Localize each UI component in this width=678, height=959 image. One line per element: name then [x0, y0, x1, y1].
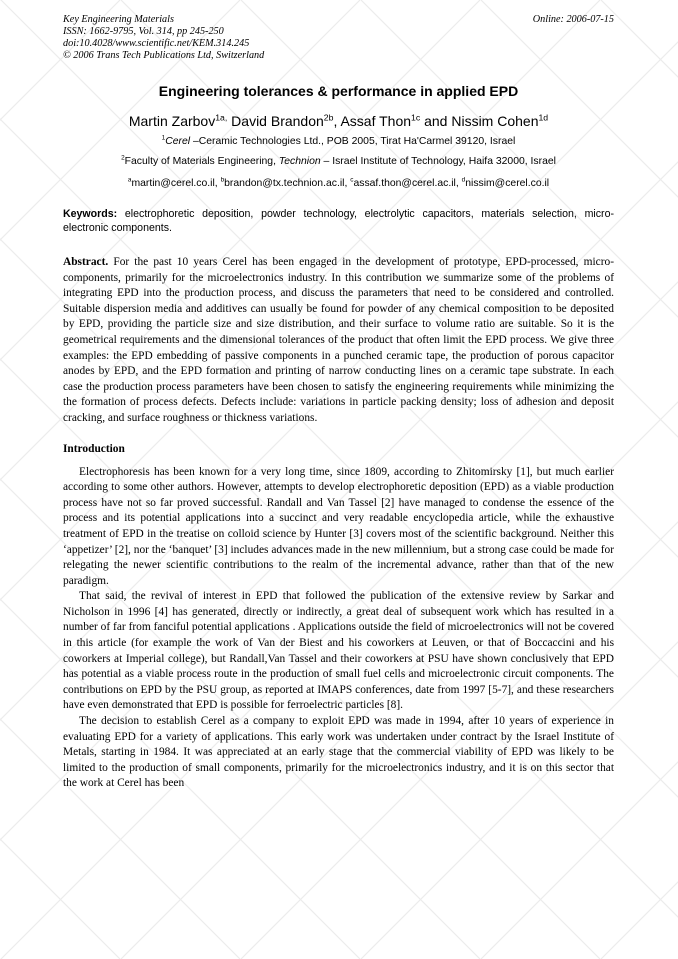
affiliation-mark: 1 [161, 134, 166, 142]
publication-header [63, 14, 614, 66]
abstract-text: For the past 10 years Cerel has been engaged in the development of prototype, EPD-processed, micro-components, primarily for the microelectronics industry. In this contribution we summarize some of the problems of integrating EPD into the production process, and discuss the parameters that need to be considered and controlled. Suitable dispersion media and additives can usually be found for powder of any chemical composition to be deposited by EPD, providing the particle size and size distribution, and their surface to volume ratio are suitable. So it is the geometrical requirements and the dimensional tolerances of the product that often limit the EPD process. We give three examples: the EPD embedding of passive components in a punched ceramic tape, the production of porous capacitor anodes by EPD, and the EPD formation and printing of narrow conducting lines on a ceramic tape substrate. In each case the production process parameters have been chosen to satisfy the engineering requirements while minimizing the the formation of process defects. Defects include: variations in particle packing density; loss of adhesion and deposit cracking, and surface roughness or thickness variations. [63, 256, 614, 424]
journal-name: Key Engineering Materials [63, 14, 174, 25]
email-link[interactable]: assaf.thon@cerel.ac.il [353, 178, 456, 189]
body-paragraph: Electrophoresis has been known for a very long time, since 1809, according to Zhitomirsky [1], but much earlier according to some other authors. However, attempts to develop electrophoretic deposition (EPD) as a viable production process have not so far proved successful. Randall and Van Tassel [2] have managed to condense the essence of the process and its potential applications into a succinct and very readable encyclopedia article, while the exhaustive treatment of EPD in the treatise on colloid science by Hunter [3] covers most of the scientific background. Neither this ‘appetizer’ [2], nor the ‘banquet’ [3] includes advances made in the new millennium, but a strong case could be made for relegating the newer scientific contributions to the realm of the incremental advance, rather than that of the new paradigm. [63, 465, 614, 587]
affiliation-department: Faculty of Materials Engineering, [124, 156, 279, 167]
email-mark: c [350, 176, 354, 184]
affiliation-1 [63, 134, 614, 150]
affiliation-address: – Israel Institute of Technology, Haifa 32000, Israel [320, 156, 556, 167]
abstract-section [63, 255, 614, 427]
introduction-heading: Introduction [63, 442, 125, 455]
affiliation-institution: Technion [278, 156, 321, 167]
email-link[interactable]: nissim@cerel.co.il [465, 178, 550, 189]
body-paragraph: That said, the revival of interest in EPD that followed the publication of the extensive review by Sarkar and Nicholson in 1996 [4] has generated, directly or indirectly, a great deal of subsequent work which has resulted in a number of far from fanciful potential applications . Applications outside the field of microelectronics will not be covered in this article (for example the work of Van der Biest and his coworkers at Leuven, or that of Boccaccini and his coworkers at Imperial college), but Randall,Van Tassel and their coworkers at PSU have shown conclusively that EPD has potential as a viable process route in the production of small fuel cells and microelectronic circuit components. The contributions on EPD by the PSU group, as reported at IMAPS conferences, date from 1997 [5-7], and these researchers have even demonstrated that EPD is possible for ferroelectric particles [8]. [63, 590, 614, 712]
author-conjunction: and [420, 113, 452, 129]
email-mark: d [461, 176, 466, 184]
issn-line: ISSN: 1662-9795, Vol. 314, pp 245-250 [63, 26, 224, 37]
email-mark: b [220, 176, 225, 184]
keywords-text: electrophoretic deposition, powder technology, electrolytic capacitors, materials selection, micro-electronic components. [63, 208, 614, 234]
online-date: Online: 2006-07-15 [532, 14, 614, 25]
copyright-line: © 2006 Trans Tech Publications Ltd, Switzerland [63, 50, 265, 61]
keywords-label: Keywords: [63, 208, 118, 220]
email-link[interactable]: brandon@tx.technion.ac.il [224, 178, 345, 189]
affiliation-2 [63, 154, 614, 170]
paper-content [63, 14, 614, 792]
author-name: David Brandon [231, 113, 324, 129]
author-name: Nissim Cohen [451, 113, 539, 129]
author-affiliation-mark: 1c [411, 112, 421, 123]
publication-info [63, 14, 614, 62]
author-name: Assaf Thon [340, 113, 412, 129]
paper-title: Engineering tolerances & performance in applied EPD [158, 83, 519, 99]
author-affiliation-mark: 2b [323, 112, 334, 123]
email-link[interactable]: martin@cerel.co.il [131, 178, 215, 189]
author-name: Martin Zarbov [128, 113, 216, 129]
author-emails: $^a$martin@cerel.co.il, $^b$brandon@tx.technion.ac.il, $^c$assaf.thon@cerel.ac.il, $^d$nissim@cerel.co.il [127, 176, 550, 189]
author-list [63, 112, 614, 130]
email-mark: a [127, 176, 132, 184]
author-separator: , [333, 113, 341, 129]
author-affiliation-mark: 1a, [215, 112, 228, 123]
affiliation-mark: 2 [121, 154, 125, 162]
affiliation-address: –Ceramic Technologies Ltd., POB 2005, Tirat Ha'Carmel 39120, Israel [190, 136, 516, 147]
doi-link[interactable]: doi:10.4028/www.scientific.net/KEM.314.245 [63, 38, 250, 49]
abstract-label: Abstract. [63, 256, 109, 268]
author-affiliation-mark: 1d [538, 112, 549, 123]
affiliation-institution: Cerel [165, 136, 191, 147]
keywords-section [63, 207, 614, 235]
body-paragraph: The decision to establish Cerel as a company to exploit EPD was made in 1994, after 10 years of experience in evaluating EPD for a variety of applications. This early work was undertaken under contract by the Israel Institute of Metals, starting in 1984. It was appreciated at an early stage that the commercial viability of EPD was likely to be limited to the production of small components, primarily for the microelectronics industry, and it is on this sector that the work at Cerel has been [63, 715, 614, 790]
